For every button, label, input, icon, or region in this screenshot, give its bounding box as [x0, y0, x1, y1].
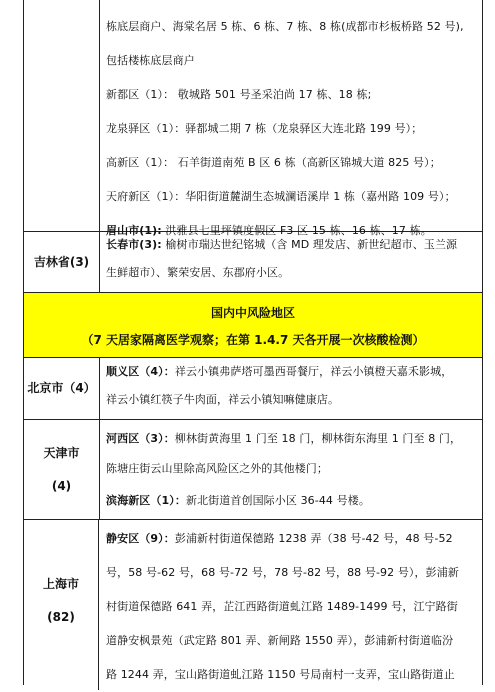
list-item: 号，58 号-62 号，68 号-72 号，78 号-82 号，88 号-92 号），彭浦新 — [106, 566, 459, 579]
table-row-beijing — [24, 358, 482, 420]
area-list-cell — [106, 228, 476, 290]
province-cell — [24, 520, 99, 690]
province-name: 吉林省(3) — [33, 254, 90, 269]
list-item: 高新区（1）： 石羊街道南苑 B 区 6 栋（高新区锦城大道 825 号）； — [106, 156, 441, 169]
list-item: 包括楼栋底层商户 — [106, 54, 195, 67]
area-text: 榆树市瑞达世纪铭城（含 MD 理发店、新世纪超市、玉兰源 — [161, 238, 458, 251]
area-text: 祥云小镇弗萨塔可墨西哥餐厅，祥云小镇橙天嘉禾影城， — [174, 365, 453, 378]
list-item: 村街道保德路 641 弄，芷江西路街道虬江路 1489-1499 号，江宁路街 — [106, 600, 458, 613]
list-item: 栋底层商户、海棠名居 5 栋、6 栋、7 栋、8 栋(成都市杉板桥路 52 号), — [106, 20, 464, 33]
district-label: 静安区（9）： — [106, 532, 175, 545]
section-header-medium-risk — [24, 293, 482, 358]
list-item: 路 1244 弄，宝山路街道虬江路 1150 号局南村一支弄，宝山路街道止 — [106, 668, 455, 681]
list-item: 生鲜超市）、繁荣安居、东郡府小区。 — [106, 266, 290, 279]
list-item: 天府新区（1）：华阳街道麓湖生态城澜语溪岸 1 栋（嘉州路 109 号）； — [106, 190, 456, 203]
list-item — [106, 422, 476, 456]
city-label: 长春市(3): — [106, 238, 162, 251]
province-cell-empty — [24, 0, 100, 231]
table-row-sichuan — [24, 0, 482, 237]
list-item: 龙泉驿区（1）：驿都城二期 7 栋（龙泉驿区大连北路 199 号）； — [106, 122, 423, 135]
area-text: 柳林街黄海里 1 门至 18 门，柳林街东海里 1 门至 8 门， — [174, 432, 462, 445]
province-name: 北京市（4） — [27, 381, 96, 395]
section-title: 国内中风险地区 — [210, 306, 295, 320]
area-text: 洪雅县七里坪镇度假区 F3 区 15 栋、16 栋、17 栋。 — [161, 224, 432, 237]
province-count: (4) — [51, 478, 72, 493]
province-name: 天津市 — [43, 445, 80, 460]
province-cell — [24, 358, 100, 419]
city-label: 眉山市(1): — [106, 224, 162, 237]
area-list-cell — [106, 10, 476, 248]
list-item: 新都区（1）： 敬城路 501 号圣采泊尚 17 栋、18 栋; — [106, 88, 372, 101]
table-row-tianjin — [24, 420, 482, 520]
risk-area-table — [23, 0, 483, 685]
list-item: 陈塘庄街云山里除高风险区之外的其他楼门； — [106, 462, 328, 475]
province-cell — [24, 420, 100, 519]
district-label: 河西区（3）： — [106, 432, 175, 445]
table-row-shanghai — [24, 520, 482, 690]
district-label: 滨海新区（1）： — [106, 494, 186, 507]
list-item — [106, 522, 476, 556]
section-subtitle: （7 天居家隔离医学观察；在第 1.4.7 天各开展一次核酸检测） — [81, 333, 425, 347]
area-text: 彭浦新村街道保德路 1238 弄（38 号-42 号，48 号-52 — [174, 532, 453, 545]
list-item: 祥云小镇红筷子牛肉面，祥云小镇知嘛健康店。 — [106, 393, 340, 406]
area-list-cell — [106, 522, 476, 692]
area-list-cell — [106, 422, 476, 518]
province-name: 上海市 — [42, 577, 79, 591]
province-cell — [24, 232, 100, 292]
list-item: 道静安枫景苑（武定路 801 弄、新闸路 1550 弄），彭浦新村街道临汾 — [106, 634, 454, 647]
table-row-jilin — [24, 232, 482, 293]
list-item — [106, 484, 476, 518]
area-list-cell — [106, 355, 476, 417]
area-text: 新北街道首创国际小区 36-44 号楼。 — [185, 494, 370, 507]
province-count: (82) — [47, 610, 75, 624]
district-label: 顺义区（4）： — [106, 365, 175, 378]
